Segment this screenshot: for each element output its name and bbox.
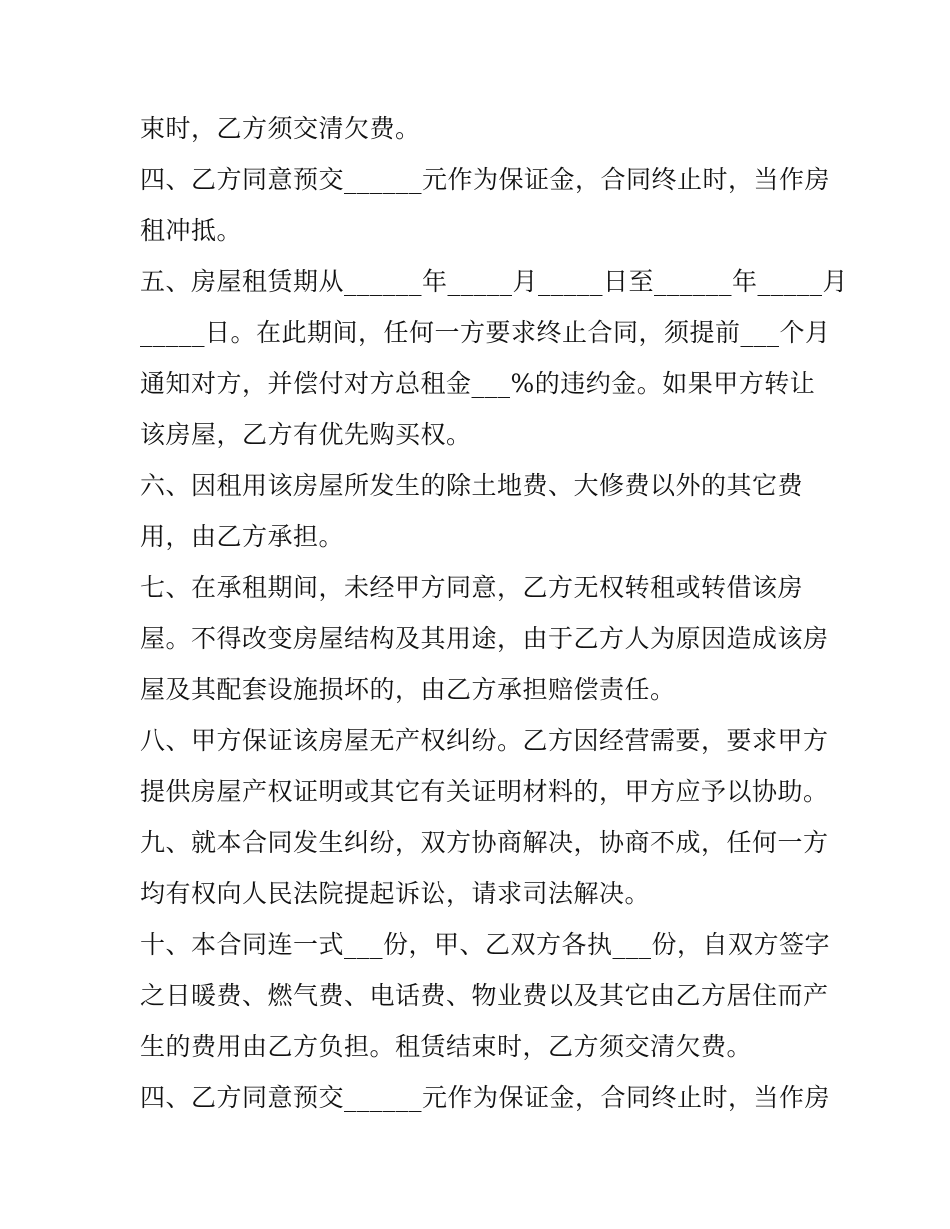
text-line: 均有权向人民法院提起诉讼，请求司法解决。 — [140, 879, 651, 908]
text-line: 束时，乙方须交清欠费。 — [140, 114, 421, 143]
text-line: 八、甲方保证该房屋无产权纠纷。乙方因经营需要，要求甲方 — [140, 726, 829, 755]
text-line: 屋及其配套设施损坏的，由乙方承担赔偿责任。 — [140, 675, 676, 704]
text-line: 租冲抵。 — [140, 216, 243, 245]
text-line: 四、乙方同意预交______元作为保证金，合同终止时，当作房 — [140, 1083, 831, 1112]
text-line: 屋。不得改变房屋结构及其用途，由于乙方人为原因造成该房 — [140, 624, 829, 653]
text-line: 四、乙方同意预交______元作为保证金，合同终止时，当作房 — [140, 165, 831, 194]
text-line: 通知对方，并偿付对方总租金___%的违约金。如果甲方转让 — [140, 369, 816, 398]
text-line: 用，由乙方承担。 — [140, 522, 345, 551]
text-line: _____日。在此期间，任何一方要求终止合同，须提前___个月 — [140, 318, 831, 347]
text-line: 九、就本合同发生纠纷，双方协商解决，协商不成，任何一方 — [140, 828, 829, 857]
text-line: 七、在承租期间，未经甲方同意，乙方无权转租或转借该房 — [140, 573, 804, 602]
text-line: 该房屋，乙方有优先购买权。 — [140, 420, 472, 449]
text-line: 六、因租用该房屋所发生的除土地费、大修费以外的其它费 — [140, 471, 804, 500]
text-line: 之日暖费、燃气费、电话费、物业费以及其它由乙方居住而产 — [140, 981, 829, 1010]
text-line: 十、本合同连一式___份，甲、乙双方各执___份，自双方签字 — [140, 930, 831, 959]
text-line: 五、房屋租赁期从______年_____月_____日至______年_____月 — [140, 267, 849, 296]
text-line: 生的费用由乙方负担。租赁结束时，乙方须交清欠费。 — [140, 1032, 753, 1061]
text-line: 提供房屋产权证明或其它有关证明材料的，甲方应予以协助。 — [140, 777, 829, 806]
